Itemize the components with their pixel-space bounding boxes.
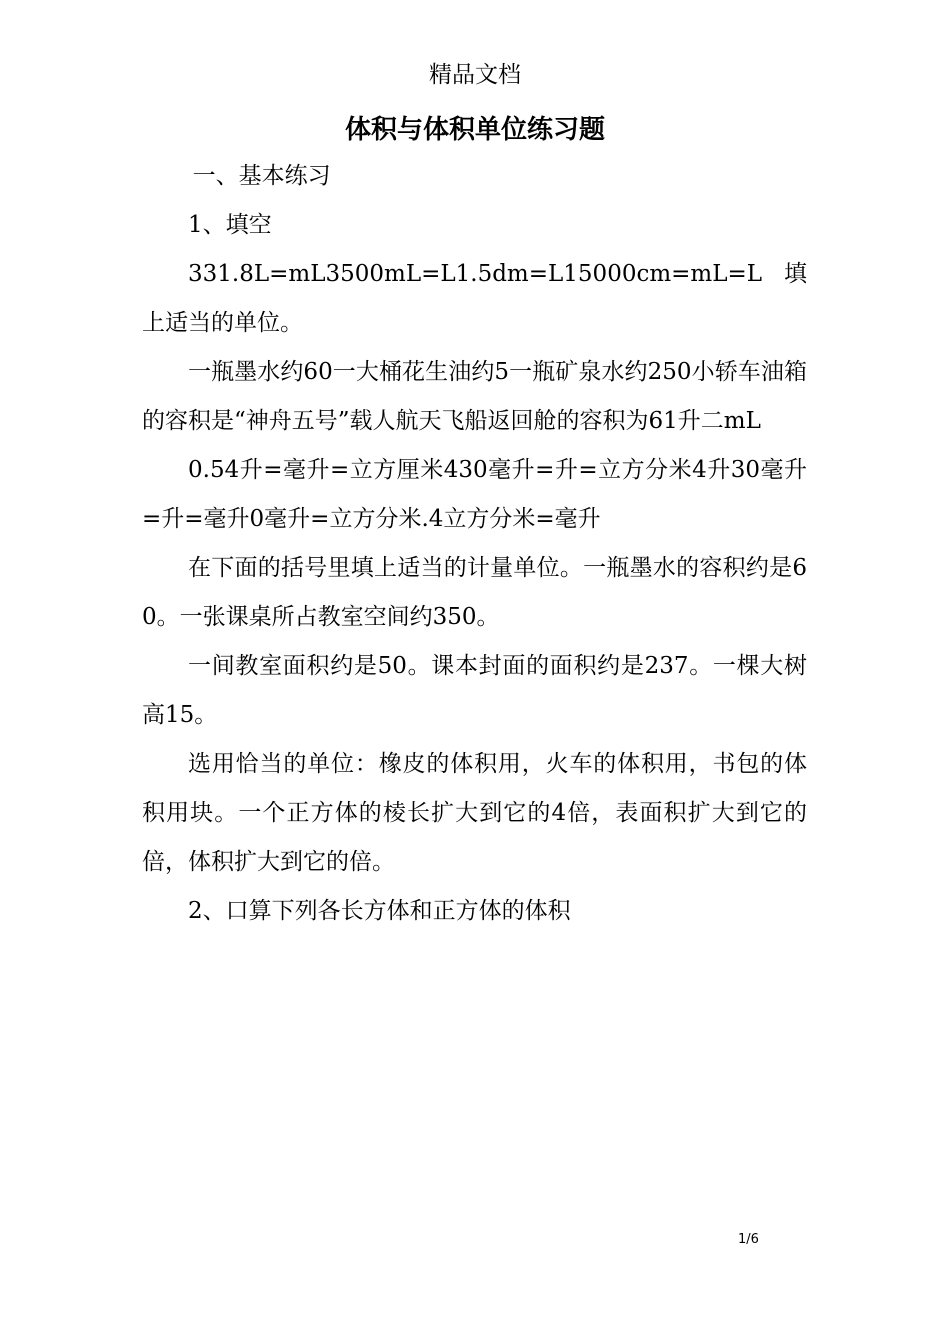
subsection-heading: 1、填空 <box>188 212 272 238</box>
section-heading: 一、基本练习 <box>192 163 331 189</box>
paragraph: 选用恰当的单位：橡皮的体积用，火车的体积用，书包的体积用块。一个正方体的棱长扩大到它的4倍，表面积扩大到它的倍，体积扩大到它的倍。 <box>142 751 807 875</box>
paragraph: 一间教室面积约是50。课本封面的面积约是237。一棵大树高15。 <box>142 653 807 728</box>
document-title: 体积与体积单位练习题 <box>344 115 605 145</box>
page-header: 精品文档 <box>429 62 521 88</box>
document-body <box>142 152 807 936</box>
paragraph: 331.8L=mL3500mL=L1.5dm=L15000cm=mL=L填上适当的单位。 <box>142 261 807 336</box>
paragraph: 一瓶墨水约60一大桶花生油约5一瓶矿泉水约250小轿车油箱的容积是“神舟五号”载人航天飞船返回舱的容积为61升二mL <box>142 359 807 434</box>
paragraph: 在下面的括号里填上适当的计量单位。一瓶墨水的容积约是60。一张课桌所占教室空间约350。 <box>142 555 807 630</box>
subsection-heading: 2、口算下列各长方体和正方体的体积 <box>188 898 571 924</box>
paragraph: 0.54升=毫升=立方厘米430毫升=升=立方分米4升30毫升=升=毫升0毫升=立方分米.4立方分米=毫升 <box>142 457 807 532</box>
page-number: 1/6 <box>738 1232 759 1247</box>
